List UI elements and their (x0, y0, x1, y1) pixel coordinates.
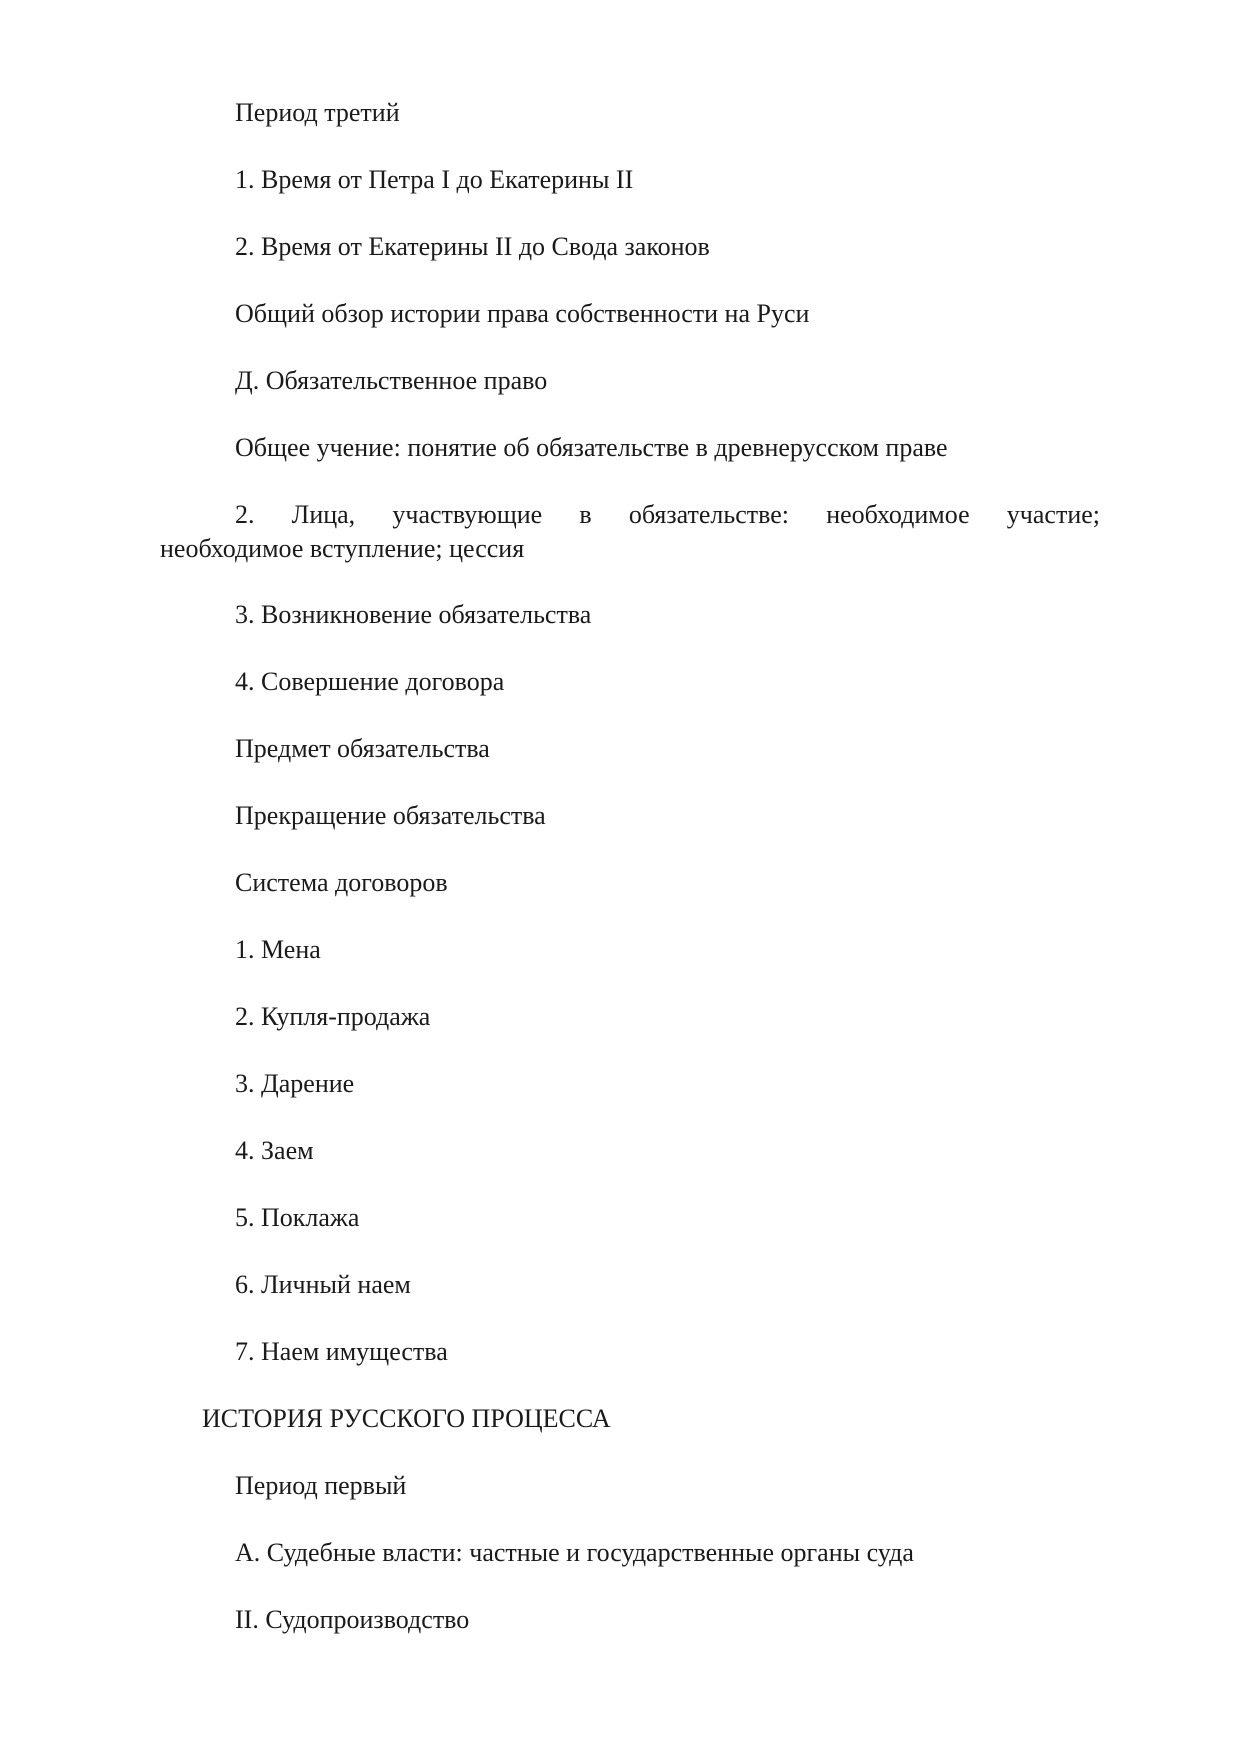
text-line-catherine-code: 2. Время от Екатерины II до Свода законов (235, 232, 710, 261)
text-line-procedure: II. Судопроизводство (235, 1605, 470, 1634)
text-line-period-first: Период первый (235, 1471, 407, 1500)
text-line-subject: Предмет обязательства (235, 734, 490, 763)
list-item-personal-hire: 6. Личный наем (235, 1270, 411, 1299)
list-item-sale: 2. Купля-продажа (235, 1002, 431, 1031)
text-line-peter-catherine: 1. Время от Петра I до Екатерины II (235, 165, 634, 194)
text-line-obligation-law: Д. Обязательственное право (235, 366, 548, 395)
text-line-termination: Прекращение обязательства (235, 801, 546, 830)
list-item-deposit: 5. Поклажа (235, 1203, 360, 1232)
text-line-property-overview: Общий обзор истории права собственности на Руси (235, 299, 810, 328)
paragraph-parties (160, 498, 1100, 566)
list-item-gift: 3. Дарение (235, 1069, 355, 1098)
text-line-origin: 3. Возникновение обязательства (235, 600, 592, 629)
section-heading: ИСТОРИЯ РУССКОГО ПРОЦЕССА (202, 1404, 611, 1433)
text-line-general-doctrine: Общее учение: понятие об обязательстве в древнерусском праве (235, 433, 948, 462)
text-line-contract-making: 4. Совершение договора (235, 667, 505, 696)
text-line-contract-system: Система договоров (235, 868, 448, 897)
paragraph-parties-line-2: необходимое вступление; цессия (160, 534, 525, 563)
text-line-period-third: Период третий (235, 98, 400, 127)
list-item-exchange: 1. Мена (235, 935, 321, 964)
list-item-property-lease: 7. Наем имущества (235, 1337, 448, 1366)
text-line-judicial-powers: А. Судебные власти: частные и государственные органы суда (235, 1538, 914, 1567)
list-item-loan: 4. Заем (235, 1136, 314, 1165)
paragraph-parties-line-1: 2. Лица, участвующие в обязательстве: необходимое участие; (235, 500, 1100, 529)
